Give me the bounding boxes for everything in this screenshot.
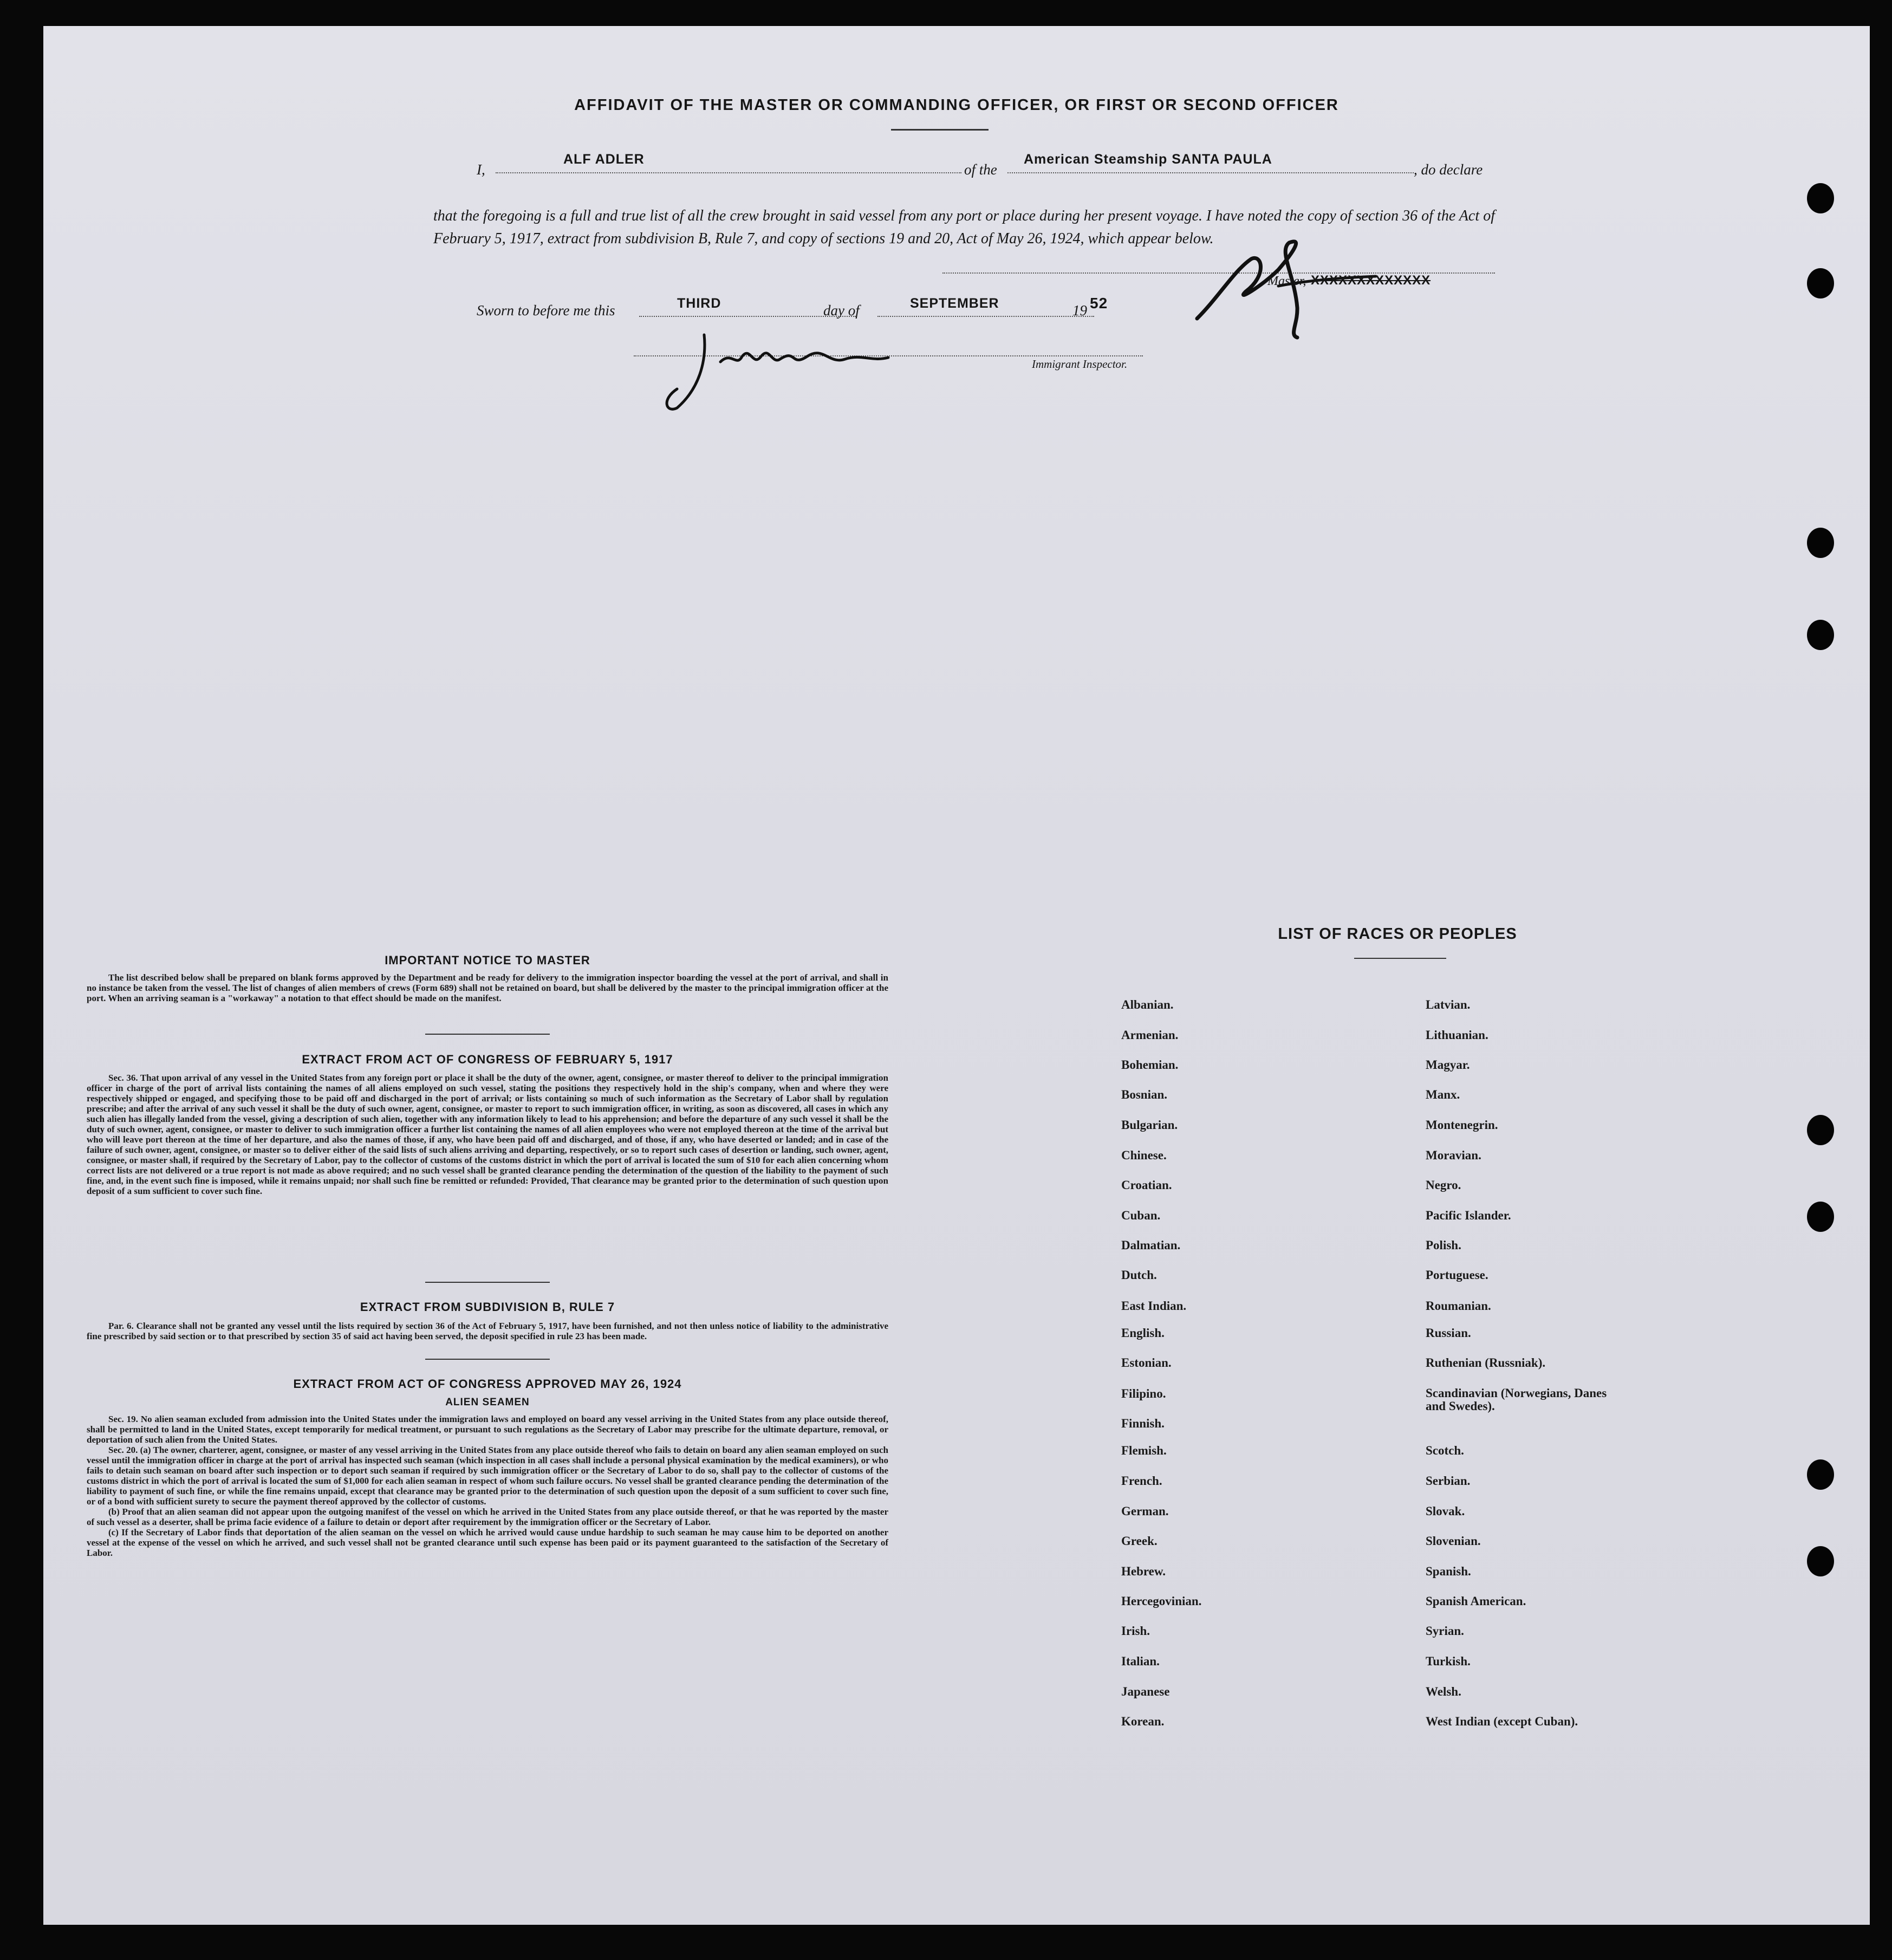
race-right-item: Russian. (1426, 1326, 1471, 1340)
year-value: 52 (1090, 295, 1108, 311)
notice-title: IMPORTANT NOTICE TO MASTER (385, 953, 590, 967)
inspector-label: Immigrant Inspector. (1032, 358, 1128, 371)
extract-1924-subtitle: ALIEN SEAMEN (445, 1397, 530, 1408)
race-right-item: Welsh. (1426, 1685, 1461, 1698)
race-left-item: Irish. (1121, 1624, 1150, 1638)
race-left-item: Estonian. (1121, 1356, 1172, 1370)
year-prefix: 19 (1072, 302, 1087, 319)
races-divider (1354, 958, 1446, 959)
race-right-item: Turkish. (1426, 1654, 1471, 1668)
section-divider (425, 1359, 550, 1360)
section-divider (425, 1034, 550, 1035)
extract-1917-text: Sec. 36. That upon arrival of any vessel in the United States from any foreign port or place it shall be the duty of the owner, agent, consignee, or master thereof to deliver to the principal immigration officer in charge of the port of arrival lists containing the names of all aliens employed on such vessel, stating the positions they respectively hold in the ship's company, when and where they were respectively shipped or engaged, and specifying those to be paid off and discharged in the port of arrival; or lists containing so much of such information as the Secretary of Labor shall by regulation prescribe; and after the arrival of any such vessel it shall be the duty of such owner, agent, consignee, or master to report to such immigration officer, in writing, as soon as discovered, all cases in which any such alien has illegally landed from the vessel, giving a description of such alien, together with any information likely to lead to his apprehension; and before the departure of any such vessel it shall be the duty of such owner, agent, consignee, or master to deliver to such immigration officer a further list containing the names of all alien employees who were not employed thereon at the time of the arrival but who will leave port thereon at the time of her departure, and also the names of those, if any, who have been paid off and discharged, and of those, if any, who have deserted or landed; and in case of the failure of such owner, agent, consignee, or master so to deliver either of the said lists of such aliens arriving and departing, respectively, or so to report such cases of desertion or landing, such owner, agent, consignee, or master shall, if required by the Secretary of Labor, pay to the collector of customs of the customs district in which the port of arrival is located the sum of $10 for each alien concerning whom correct lists are not delivered or a true report is not made as above required; and no such vessel shall be granted clearance pending the determination of the question of the liability to the payment of such fine, and, in the event such fine is imposed, while it remains unpaid; nor shall such fine be remitted or refunded: Provided, That clearance may be granted prior to the determination of such question upon deposit of a sum sufficient to cover such fine. (87, 1073, 888, 1196)
punch-hole (1807, 620, 1834, 650)
vessel-name: American Steamship SANTA PAULA (1024, 152, 1272, 167)
document-page (43, 26, 1870, 1925)
race-right-item: Polish. (1426, 1238, 1461, 1252)
punch-hole (1807, 268, 1834, 298)
race-left-item: Hebrew. (1121, 1565, 1166, 1578)
punch-hole (1807, 1459, 1834, 1490)
affidavit-body: that the foregoing is a full and true list of all the crew brought in said vessel from any port or place during her present voyage. I have noted the copy of section 36 of the Act of February 5, 1917, extract from subdivision B, Rule 7, and copy of sections 19 and 20, Act of May 26, 1924, which appear below. (433, 207, 1495, 247)
race-left-item: Chinese. (1121, 1148, 1167, 1162)
races-title: LIST OF RACES OR PEOPLES (1278, 925, 1517, 943)
race-right-item: Slovenian. (1426, 1534, 1481, 1548)
extract-1917-title: EXTRACT FROM ACT OF CONGRESS OF FEBRUARY 5, 1917 (302, 1053, 673, 1066)
race-left-item: German. (1121, 1504, 1169, 1518)
race-left-item: Dutch. (1121, 1268, 1157, 1282)
i-label: I, (477, 161, 485, 178)
race-right-item: Syrian. (1426, 1624, 1464, 1638)
race-right-item: Scandinavian (Norwegians, Danes and Swedes). (1426, 1386, 1607, 1413)
race-left-item: Korean. (1121, 1715, 1165, 1728)
race-left-item: Greek. (1121, 1534, 1158, 1548)
race-right-item: Latvian. (1426, 998, 1471, 1011)
race-left-item: Armenian. (1121, 1028, 1179, 1042)
punch-hole (1807, 183, 1834, 213)
title-divider (891, 129, 989, 131)
race-right-item: Roumanian. (1426, 1299, 1491, 1313)
extract-rule7-text: Par. 6. Clearance shall not be granted any vessel until the lists required by section 36 of the Act of February 5, 1917, have been furnished, and not then unless notice of liability to the administrative fine prescribed by said section or to that prescribed by section 35 of said act having been served, the deposit specified in rule 23 has been made. (87, 1321, 888, 1341)
race-left-item: Cuban. (1121, 1209, 1161, 1222)
month-line (877, 316, 1094, 317)
race-left-item: Japanese (1121, 1685, 1170, 1698)
race-left-item: Dalmatian. (1121, 1238, 1181, 1252)
race-right-item: Spanish American. (1426, 1594, 1526, 1608)
vessel-line (1007, 172, 1414, 173)
race-right-item: Montenegrin. (1426, 1118, 1498, 1132)
master-label: Master, (1267, 274, 1306, 288)
race-right-item: Serbian. (1426, 1474, 1471, 1488)
punch-hole (1807, 1115, 1834, 1145)
inspector-signature (655, 319, 926, 416)
extract-1924-title: EXTRACT FROM ACT OF CONGRESS APPROVED MAY 26, 1924 (293, 1377, 682, 1391)
race-right-item: Scotch. (1426, 1444, 1464, 1457)
race-left-item: Hercegovinian. (1121, 1594, 1202, 1608)
of-the-label: of the (964, 161, 997, 178)
race-right-item: Magyar. (1426, 1058, 1470, 1072)
race-left-item: Flemish. (1121, 1444, 1167, 1457)
name-line (496, 172, 961, 173)
race-right-item: West Indian (except Cuban). (1426, 1715, 1578, 1728)
extract-1924-text: Sec. 19. No alien seaman excluded from admission into the United States under the immigration laws and employed on board any vessel arriving in the United States from any place outside thereof, shall be permitted to land in the United States, except temporarily for medical treatment, or pursuant to such regulations as the Secretary of Labor may prescribe for the ultimate departure, removal, or deportation of such alien from the United States. Sec. 20. (a) The owner, charterer, agent, consignee, or master of any vessel arriving in the United States from any place outside thereof who fails to detain on board any alien seaman employed on such vessel until the immigration officer in charge at the port of arrival has inspected such seaman (which inspection in all cases shall include a personal physical examination by the medical examiners), or who fails to detain such seaman on board after such inspection or to deport such seaman if required by such immigration officer or the Secretary of Labor to do so, shall pay to the collector of customs of the customs district in which the port of arrival is located the sum of $1,000 for each alien seaman in respect of whom such failure occurs. No vessel shall be granted clearance pending the determination of the liability to payment of such fine, or while the fine remains unpaid, except that clearance may be granted prior to the determination of such question upon the deposit of a sum sufficient to cover such fine, or of a bond with sufficient surety to secure the payment thereof approved by the collector of customs. (b) Proof that an alien seaman did not appear upon the outgoing manifest of the vessel on which he arrived in the United States from any place outside thereof, or that he was reported by the master of such vessel as a deserter, shall be prima facie evidence of a failure to detain or deport after requirement by the immigration officer or the Secretary of Labor. (c) If the Secretary of Labor finds that deportation of the alien seaman on the vessel on which he arrived would cause undue hardship to such seaman he may cause him to be deported on another vessel at the expense of the vessel on which he arrived, and such vessel shall not be granted clearance until such expense has been paid or its payment guaranteed to the satisfaction of the Secretary of Labor. (87, 1414, 888, 1558)
race-left-item: East Indian. (1121, 1299, 1187, 1313)
race-left-item: Bulgarian. (1121, 1118, 1178, 1132)
master-name: ALF ADLER (563, 152, 645, 167)
notice-text: The list described below shall be prepared on blank forms approved by the Department and be ready for delivery to the immigration inspector boarding the vessel at the port of arrival, and shall in no instance be taken from the vessel. The list of changes of alien members of crews (Form 689) shall not be retained on board, but shall be delivered by the master to the principal immigration officer at the port. When an arriving seaman is a "workaway" a notation to that effect should be made on the manifest. (87, 972, 888, 1003)
race-right-item: Slovak. (1426, 1504, 1465, 1518)
do-declare-label: , do declare (1414, 161, 1483, 178)
race-left-item: French. (1121, 1474, 1162, 1488)
race-right-item: Ruthenian (Russniak). (1426, 1356, 1546, 1370)
race-left-item: Bosnian. (1121, 1088, 1168, 1101)
master-struck-title: XXXXXXXXXXXXX (1311, 273, 1431, 288)
race-right-item: Portuguese. (1426, 1268, 1488, 1282)
race-right-item: Manx. (1426, 1088, 1460, 1101)
sworn-label: Sworn to before me this (477, 302, 615, 319)
race-left-item: Croatian. (1121, 1178, 1172, 1192)
affidavit-title: AFFIDAVIT OF THE MASTER OR COMMANDING OFFICER, OR FIRST OR SECOND OFFICER (574, 96, 1339, 114)
race-left-item: Italian. (1121, 1654, 1160, 1668)
race-left-item: Filipino. (1121, 1387, 1166, 1400)
day-of-label: day of (823, 302, 860, 319)
race-left-item: Bohemian. (1121, 1058, 1179, 1072)
race-right-item: Pacific Islander. (1426, 1209, 1511, 1222)
race-right-item: Spanish. (1426, 1565, 1471, 1578)
race-right-item: Moravian. (1426, 1148, 1481, 1162)
race-left-item: Albanian. (1121, 998, 1174, 1011)
race-right-item: Negro. (1426, 1178, 1461, 1192)
month-value: SEPTEMBER (910, 296, 999, 311)
punch-hole (1807, 1546, 1834, 1576)
race-left-item: English. (1121, 1326, 1165, 1340)
punch-hole (1807, 528, 1834, 558)
race-right-item: Lithuanian. (1426, 1028, 1488, 1042)
extract-rule7-title: EXTRACT FROM SUBDIVISION B, RULE 7 (360, 1300, 615, 1314)
race-left-item: Finnish. (1121, 1417, 1165, 1430)
day-value: THIRD (677, 296, 721, 311)
punch-hole (1807, 1202, 1834, 1232)
section-divider (425, 1282, 550, 1283)
